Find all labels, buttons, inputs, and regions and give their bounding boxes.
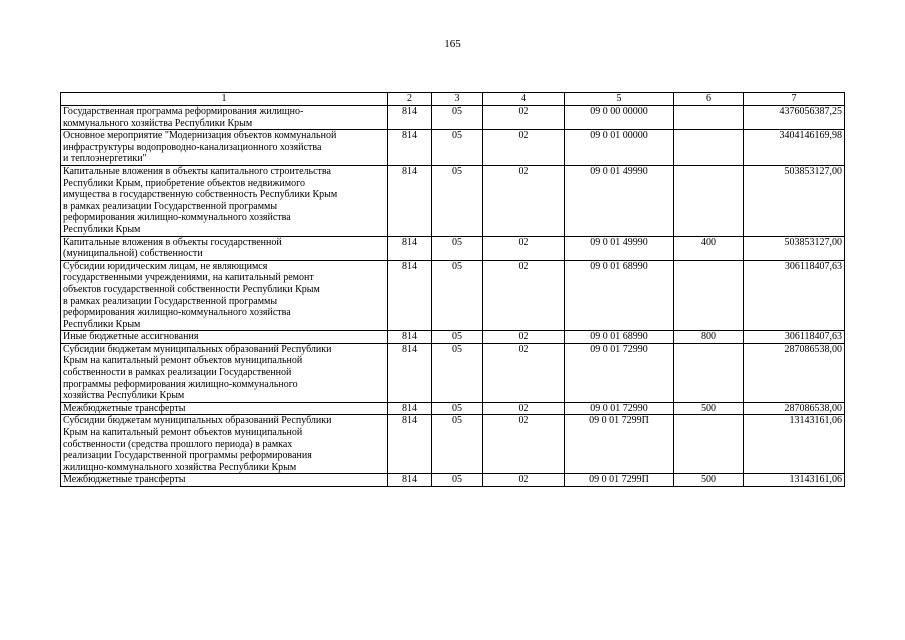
row-section-cell: 05 [432,236,483,260]
column-header-5: 5 [565,93,674,106]
table-header-row [61,93,845,106]
table-row [61,165,845,236]
row-amount-cell: 306118407,63 [744,260,845,331]
row-subsection-cell: 02 [483,331,565,344]
table-row [61,260,845,331]
row-target-article-cell: 09 0 00 00000 [565,106,674,130]
row-subsection-cell: 02 [483,474,565,487]
row-name-cell: Субсидии бюджетам муниципальных образований Республики Крым на капитальный ремонт объектов муниципальной собственности в рамках реализации Государственной программы реформирования жилищно-коммунального хозяйства Республики Крым [61,343,388,402]
row-amount-cell: 4376056387,25 [744,106,845,130]
row-section-cell: 05 [432,260,483,331]
row-name-cell: Капитальные вложения в объекты государственной (муниципальной) собственности [61,236,388,260]
row-subsection-cell: 02 [483,130,565,166]
row-admin-code-cell: 814 [388,402,432,415]
column-header-2: 2 [388,93,432,106]
column-header-6: 6 [674,93,744,106]
row-subsection-cell: 02 [483,415,565,474]
row-section-cell: 05 [432,343,483,402]
row-subsection-cell: 02 [483,236,565,260]
row-admin-code-cell: 814 [388,415,432,474]
row-expense-type-cell [674,106,744,130]
row-target-article-cell: 09 0 01 00000 [565,130,674,166]
row-amount-cell: 287086538,00 [744,343,845,402]
row-target-article-cell: 09 0 01 68990 [565,260,674,331]
row-amount-cell: 306118407,63 [744,331,845,344]
row-subsection-cell: 02 [483,402,565,415]
row-section-cell: 05 [432,402,483,415]
row-name-cell: Государственная программа реформирования жилищно- коммунального хозяйства Республики Крым [61,106,388,130]
row-expense-type-cell [674,130,744,166]
row-target-article-cell: 09 0 01 72990 [565,343,674,402]
column-header-3: 3 [432,93,483,106]
row-target-article-cell: 09 0 01 68990 [565,331,674,344]
row-expense-type-cell: 800 [674,331,744,344]
row-amount-cell: 13143161,06 [744,474,845,487]
row-admin-code-cell: 814 [388,236,432,260]
row-section-cell: 05 [432,331,483,344]
row-subsection-cell: 02 [483,106,565,130]
budget-table [60,92,845,487]
row-amount-cell: 287086538,00 [744,402,845,415]
row-section-cell: 05 [432,130,483,166]
row-expense-type-cell: 500 [674,402,744,415]
row-expense-type-cell [674,260,744,331]
row-target-article-cell: 09 0 01 72990 [565,402,674,415]
row-amount-cell: 13143161,06 [744,415,845,474]
row-section-cell: 05 [432,106,483,130]
row-target-article-cell: 09 0 01 49990 [565,165,674,236]
row-subsection-cell: 02 [483,165,565,236]
row-subsection-cell: 02 [483,260,565,331]
row-section-cell: 05 [432,474,483,487]
row-expense-type-cell: 400 [674,236,744,260]
table-row [61,331,845,344]
column-header-4: 4 [483,93,565,106]
table-row [61,106,845,130]
row-name-cell: Субсидии бюджетам муниципальных образований Республики Крым на капитальный ремонт объектов муниципальной собственности (средства прошлого периода) в рамках реализации Государственной программы реформирования жилищно-коммунального хозяйства Республики Крым [61,415,388,474]
row-amount-cell: 503853127,00 [744,236,845,260]
row-section-cell: 05 [432,415,483,474]
table-body [61,106,845,487]
row-admin-code-cell: 814 [388,260,432,331]
row-expense-type-cell [674,415,744,474]
row-subsection-cell: 02 [483,343,565,402]
table-row [61,343,845,402]
row-admin-code-cell: 814 [388,331,432,344]
row-name-cell: Межбюджетные трансферты [61,474,388,487]
row-expense-type-cell: 500 [674,474,744,487]
row-admin-code-cell: 814 [388,474,432,487]
table-row [61,474,845,487]
row-amount-cell: 503853127,00 [744,165,845,236]
column-header-7: 7 [744,93,845,106]
row-target-article-cell: 09 0 01 7299П [565,474,674,487]
table-row [61,402,845,415]
row-amount-cell: 3404146169,98 [744,130,845,166]
row-admin-code-cell: 814 [388,343,432,402]
row-section-cell: 05 [432,165,483,236]
row-name-cell: Субсидии юридическим лицам, не являющимся государственными учреждениями, на капитальный ремонт объектов государственной собственности Республики Крым в рамках реализации Государственной программы реформирования жилищно-коммунального хозяйства Республики Крым [61,260,388,331]
row-name-cell: Основное мероприятие "Модернизация объектов коммунальной инфраструктуры водопроводно-канализационного хозяйства и теплоэнергетики" [61,130,388,166]
row-expense-type-cell [674,165,744,236]
row-target-article-cell: 09 0 01 49990 [565,236,674,260]
table-row [61,415,845,474]
table-row [61,236,845,260]
page-number: 165 [444,38,461,50]
row-name-cell: Межбюджетные трансферты [61,402,388,415]
row-target-article-cell: 09 0 01 7299П [565,415,674,474]
row-name-cell: Иные бюджетные ассигнования [61,331,388,344]
row-admin-code-cell: 814 [388,165,432,236]
table-row [61,130,845,166]
row-expense-type-cell [674,343,744,402]
row-admin-code-cell: 814 [388,130,432,166]
column-header-1: 1 [61,93,388,106]
row-admin-code-cell: 814 [388,106,432,130]
row-name-cell: Капитальные вложения в объекты капитального строительства Республики Крым, приобретение объектов недвижимого имущества в государственную собственность Республики Крым в рамках реализации Государственной программы реформирования жилищно-коммунального хозяйства Республики Крым [61,165,388,236]
